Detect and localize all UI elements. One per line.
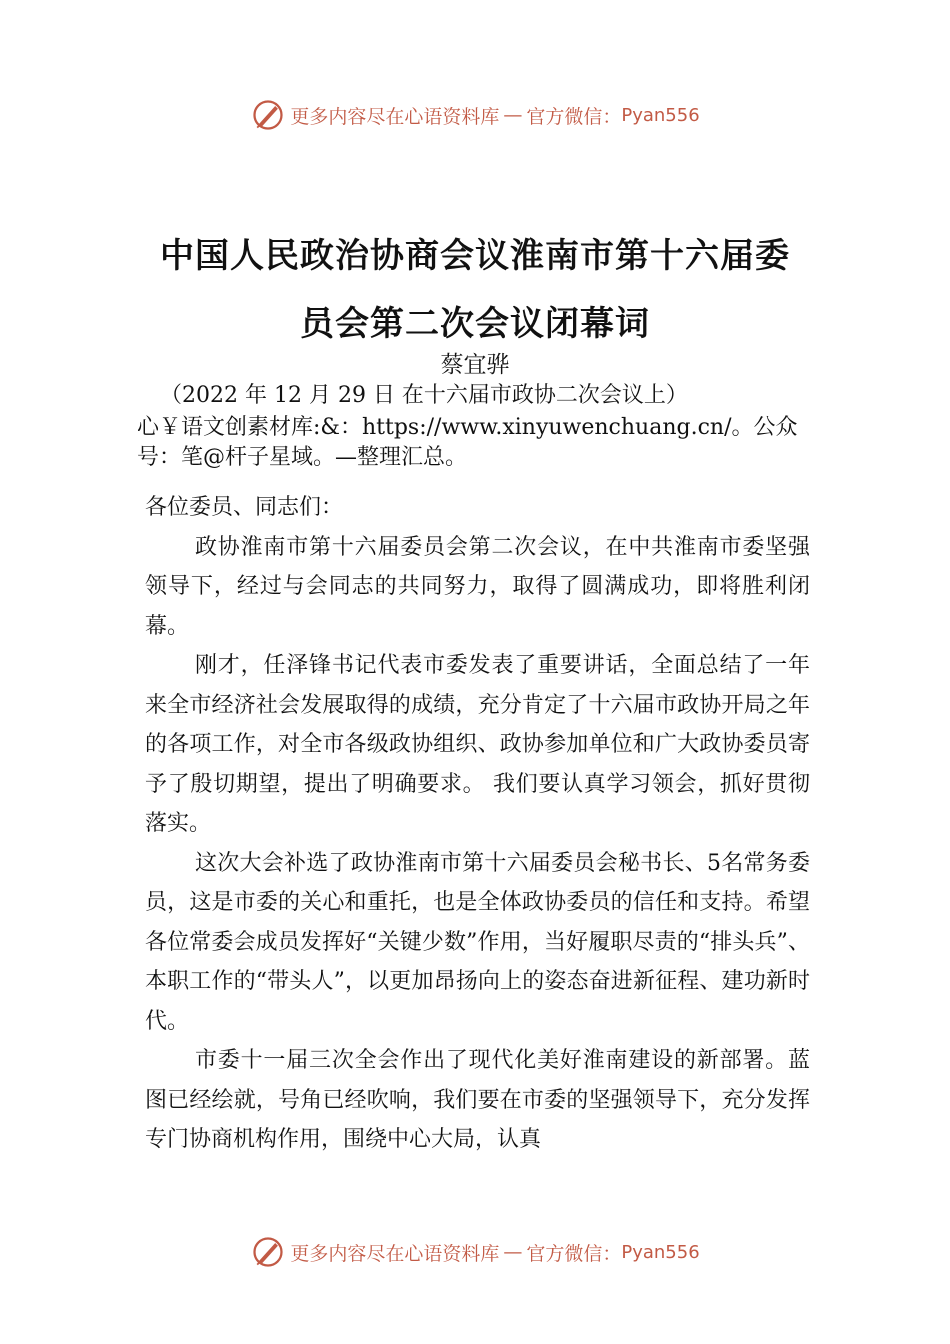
watermark-id: Pyan556 [621,104,700,126]
salutation: 各位委员、同志们： [145,495,344,520]
pen-logo-icon [250,97,286,133]
watermark-label: 官方微信： [526,1242,622,1265]
footer-watermark [0,1232,950,1272]
header-watermark [0,95,950,135]
watermark-separator: — [503,1241,523,1263]
pen-logo-icon [250,1234,286,1270]
source-note: 心￥语文创素材库:&：https://www.xinyuwenchuang.cn/。公众号：笔@杆子星域。—整理汇总。 [137,415,798,470]
document-body [145,488,810,1160]
paragraph: 市委十一届三次全会作出了现代化美好淮南建设的新部署。蓝图已经绘就，号角已经吹响，我们要在市委的坚强领导下，充分发挥专门协商机构作用，围绕中心大局，认真 [145,1048,810,1152]
watermark-separator: — [503,104,523,126]
paragraph: 政协淮南市第十六届委员会第二次会议，在中共淮南市委坚强领导下，经过与会同志的共同努力，取得了圆满成功，即将胜利闭幕。 [145,534,810,639]
paragraph: 刚才，任泽锋书记代表市委发表了重要讲话，全面总结了一年来全市经济社会发展取得的成绩，充分肯定了十六届市政协开局之年的各项工作，对全市各级政协组织、政协参加单位和广大政协委员寄予了殷切期望，提出了明确要求。 我们要认真学习领会，抓好贯彻落实。 [145,653,810,836]
paragraph: 这次大会补选了政协淮南市第十六届委员会秘书长、5名常务委员，这是市委的关心和重托，也是全体政协委员的信任和支持。希望各位常委会成员发挥好“关键少数”作用，当好履职尽责的“排头兵”、本职工作的“带头人”，以更加昂扬向上的姿态奋进新征程、建功新时代。 [145,850,810,1034]
document-title: 中国人民政治协商会议淮南市第十六届委员会第二次会议闭幕词 [160,236,790,344]
dateline: （2022 年 12 月 29 日 在十六届市政协二次会议上） [160,383,688,408]
watermark-text: 更多内容尽在心语资料库 [290,105,500,128]
watermark-id: Pyan556 [621,1241,700,1263]
watermark-text: 更多内容尽在心语资料库 [290,1242,500,1265]
author: 蔡宜骅 [440,352,510,378]
watermark-label: 官方微信： [526,105,622,128]
